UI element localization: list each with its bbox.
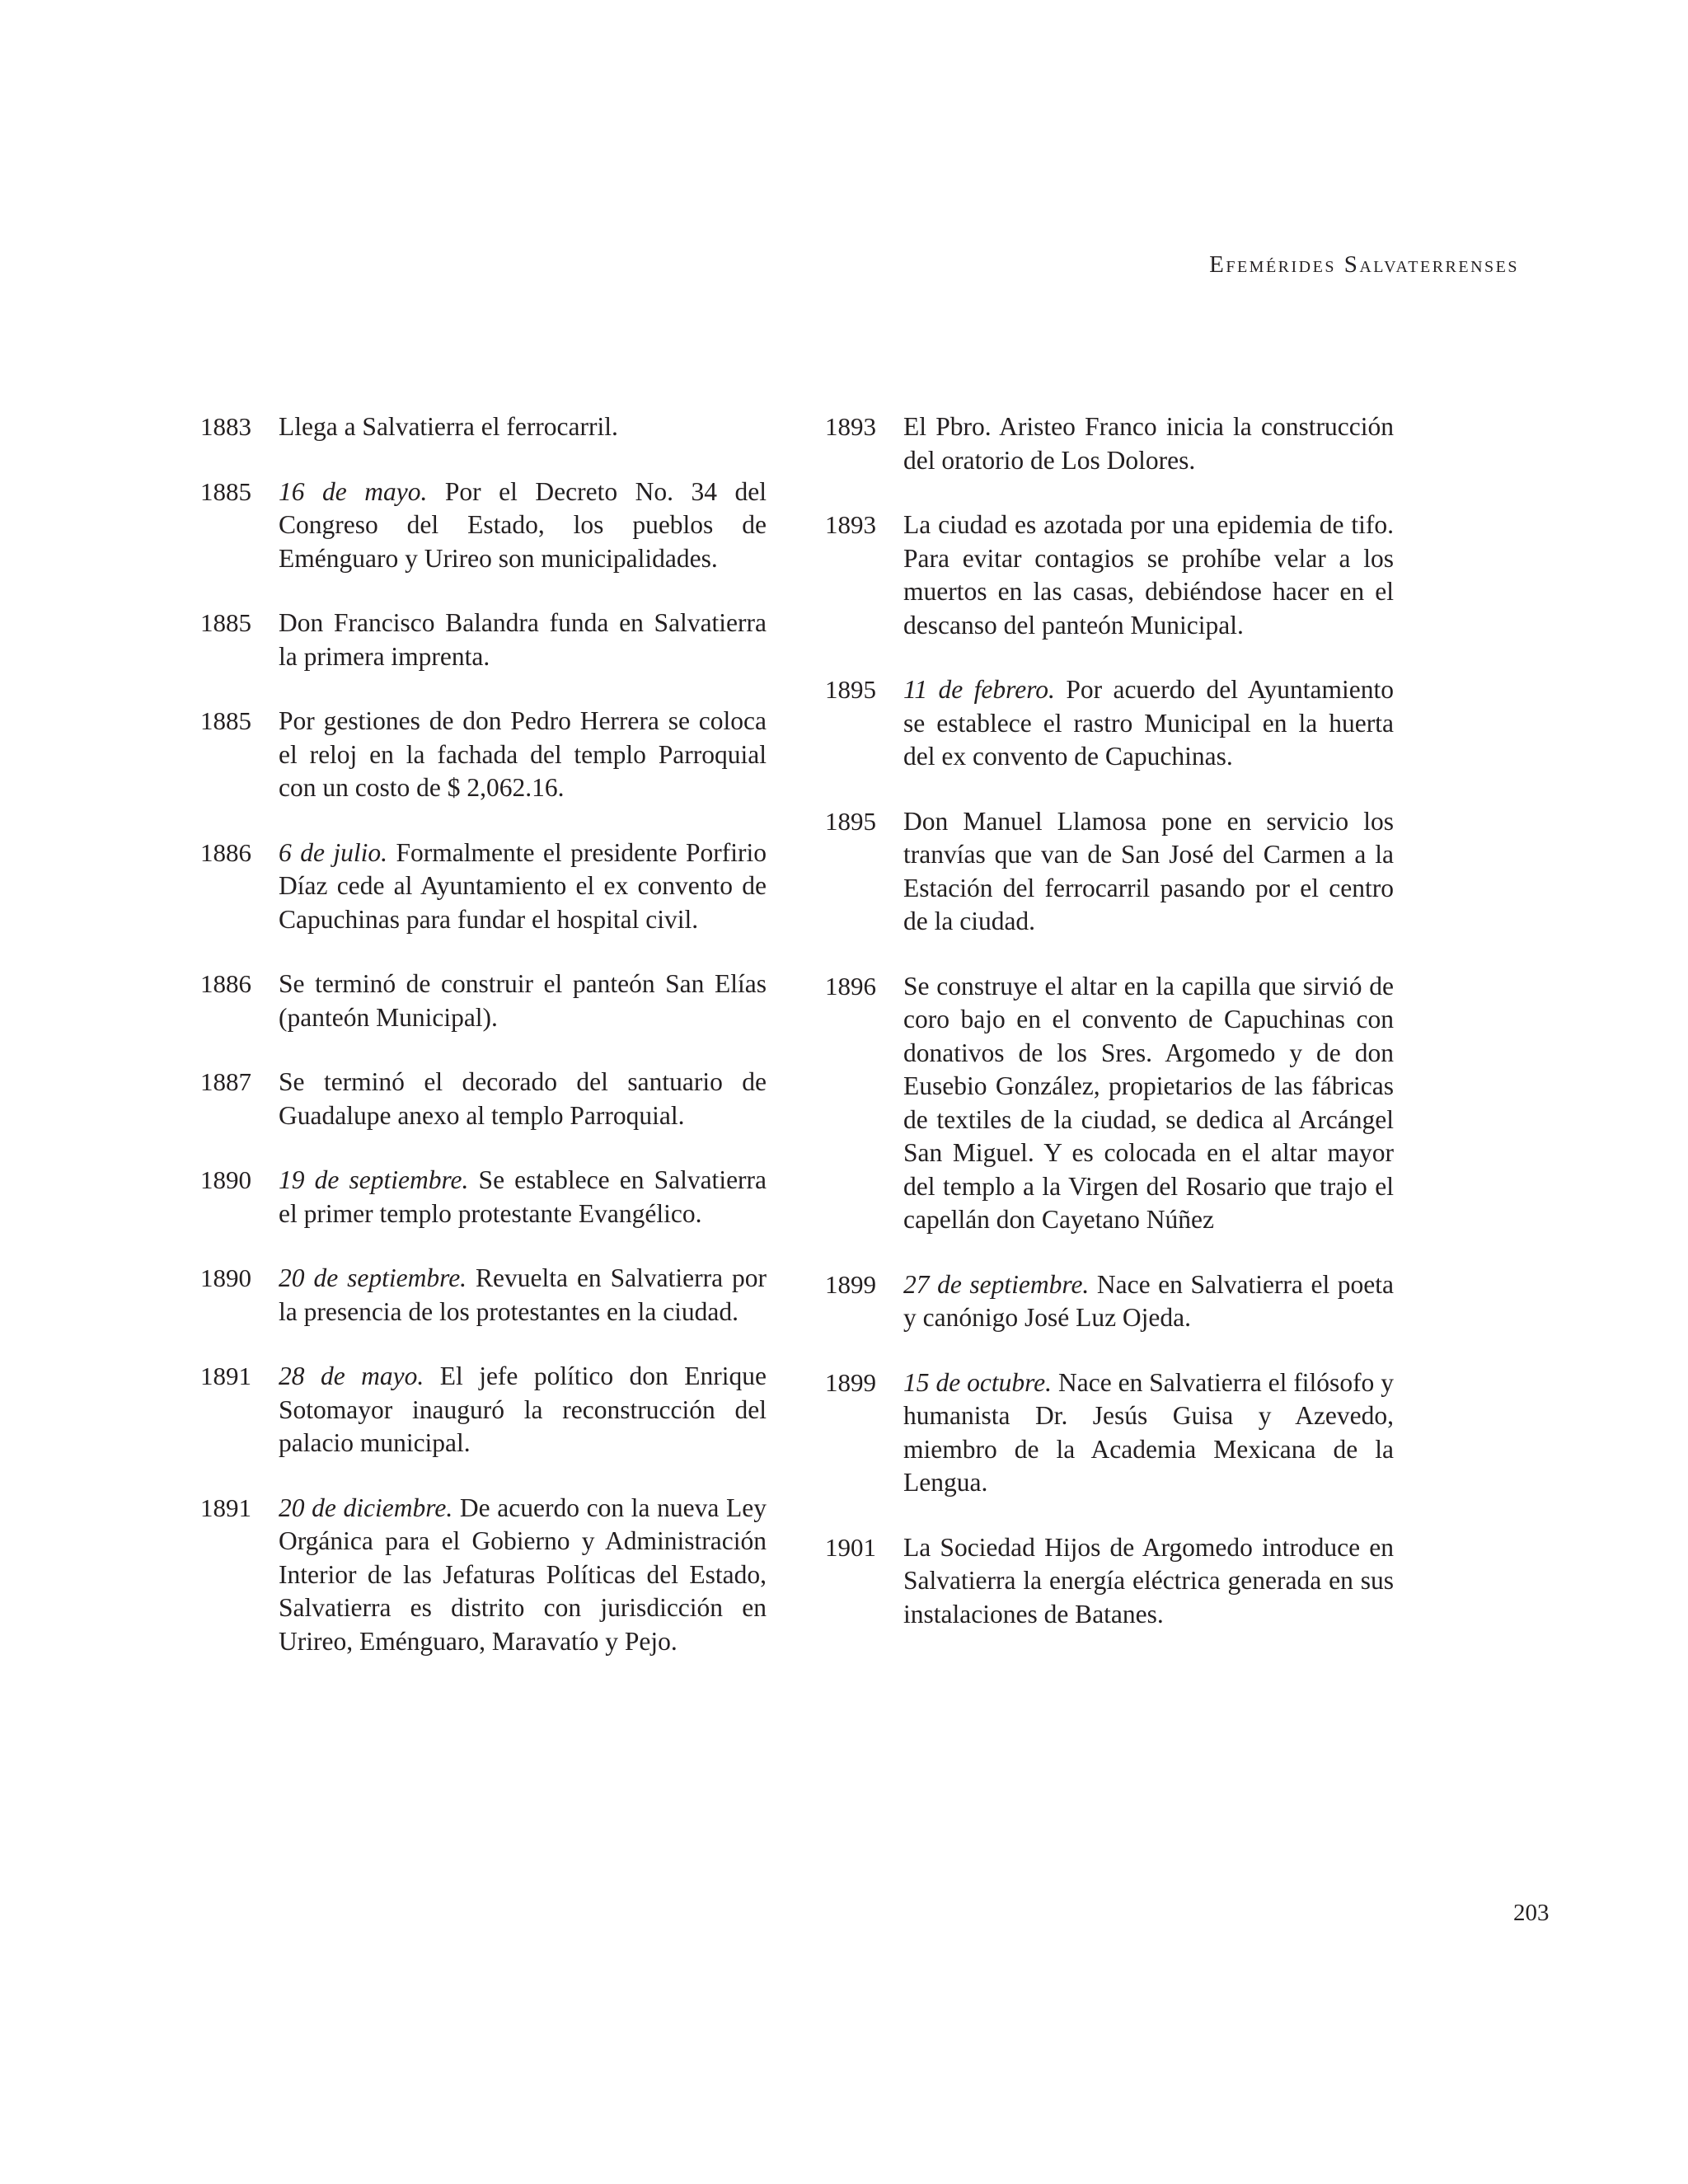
timeline-entry [200,1492,767,1659]
timeline-entry [825,509,1394,642]
entry-text [903,509,1394,642]
entry-description: Se terminó de construir el panteón San Elías (panteón Municipal). [279,969,767,1032]
entry-text [279,1066,767,1132]
timeline-entry [200,1360,767,1460]
timeline-entry [200,1066,767,1132]
entry-date: 6 de julio. [279,837,388,867]
entry-description: Nace en Salvatierra el poeta y canónigo José Luz Ojeda. [903,1269,1394,1332]
timeline-entry [825,410,1394,477]
entry-text [279,968,767,1034]
entry-text [279,410,767,444]
timeline-entry [825,1531,1394,1632]
running-head: Efemérides Salvaterrenses [1209,251,1519,278]
entry-description: Revuelta en Salvatierra por la presencia de los protestantes en la ciudad. [279,1263,767,1326]
entry-year: 1895 [825,675,876,704]
timeline-entry [200,476,767,576]
entry-year: 1885 [200,706,251,735]
timeline-entry [825,1268,1394,1335]
entry-date: 16 de mayo. [279,476,428,506]
entry-text [903,1268,1394,1335]
timeline-column-right [825,410,1394,1662]
timeline-entry [200,1262,767,1329]
entry-year: 1885 [200,608,251,637]
entry-text [279,476,767,576]
entry-year: 1893 [825,412,876,441]
entry-description: Se terminó el decorado del santuario de Guadalupe anexo al templo Parroquial. [279,1067,767,1130]
entry-year: 1886 [200,969,251,998]
timeline-entry [200,1164,767,1230]
entry-text [903,1531,1394,1632]
entry-description: Formalmente el presidente Porfirio Díaz cede al Ayuntamiento el ex convento de Capuchinas para fundar el hospital civil. [279,837,767,934]
entry-year: 1887 [200,1067,251,1096]
entry-description: La Sociedad Hijos de Argomedo introduce en Salvatierra la energía eléctrica generada en sus instalaciones de Batanes. [903,1532,1394,1629]
entry-text [279,705,767,805]
entry-text [903,805,1394,939]
entry-year: 1899 [825,1269,876,1299]
entry-text [903,970,1394,1237]
entry-date: 15 de octubre. [903,1367,1053,1397]
entry-text [279,1164,767,1230]
entry-description: La ciudad es azotada por una epidemia de tifo. Para evitar contagios se prohíbe velar a los muertos en las casas, debiéndose hacer en el descanso del panteón Municipal. [903,510,1394,640]
timeline-entry [825,805,1394,939]
entry-text [903,673,1394,774]
entry-year: 1893 [825,510,876,539]
entry-date: 19 de septiembre. [279,1165,469,1194]
entry-description: Se construye el altar en la capilla que sirvió de coro bajo en el convento de Capuchinas con donativos de los Sres. Argomedo y de don Eusebio González, propietarios de las fábricas de textiles de la ciudad, se dedica al Arcángel San Miguel. Y es colocada en el altar mayor del templo a la Virgen del Rosario que trajo el capellán don Cayetano Núñez [903,971,1394,1234]
entry-text [279,1492,767,1659]
timeline-entry [200,837,767,937]
entry-description: El Pbro. Aristeo Franco inicia la construcción del oratorio de Los Dolores. [903,412,1394,475]
entry-date: 20 de septiembre. [279,1263,467,1292]
entry-year: 1895 [825,806,876,836]
entry-text [279,607,767,673]
entry-description: Por acuerdo del Ayuntamiento se establece el rastro Municipal en la huerta del ex convento de Capuchinas. [903,675,1394,771]
entry-description: Nace en Salvatierra el filósofo y humanista Dr. Jesús Guisa y Azevedo, miembro de la Academia Mexicana de la Lengua. [903,1367,1394,1497]
entry-description: Don Francisco Balandra funda en Salvatierra la primera imprenta. [279,608,767,671]
timeline-entry [825,1366,1394,1500]
entry-year: 1891 [200,1361,251,1390]
entry-year: 1899 [825,1367,876,1397]
entry-text [279,1360,767,1460]
timeline-entry [200,607,767,673]
entry-year: 1883 [200,412,251,441]
entry-year: 1886 [200,837,251,867]
page-number: 203 [1513,1900,1550,1926]
entry-text [903,1366,1394,1500]
timeline-entry [200,968,767,1034]
entry-year: 1896 [825,971,876,1001]
entry-text [903,410,1394,477]
entry-description: El jefe político don Enrique Sotomayor inauguró la reconstrucción del palacio municipal. [279,1361,767,1457]
entry-year: 1901 [825,1532,876,1562]
entry-year: 1890 [200,1263,251,1292]
entry-text [279,1262,767,1329]
entry-date: 27 de septiembre. [903,1269,1090,1299]
timeline-column-left [200,410,767,1690]
entry-date: 11 de febrero. [903,675,1055,704]
entry-year: 1891 [200,1493,251,1522]
entry-description: Don Manuel Llamosa pone en servicio los tranvías que van de San José del Carmen a la Estación del ferrocarril pasando por el centro de la ciudad. [903,806,1394,935]
entry-date: 20 de diciembre. [279,1493,453,1522]
entry-year: 1885 [200,476,251,506]
entry-text [279,837,767,937]
timeline-entry [825,673,1394,774]
entry-date: 28 de mayo. [279,1361,424,1390]
timeline-entry [825,970,1394,1237]
entry-description: De acuerdo con la nueva Ley Orgánica para el Gobierno y Administración Interior de las Jefaturas Políticas del Estado, Salvatierra es distrito con jurisdicción en Urireo, Eménguaro, Maravatío y Pejo. [279,1493,767,1656]
entry-description: Por gestiones de don Pedro Herrera se coloca el reloj en la fachada del templo Parroquial con un costo de $ 2,062.16. [279,706,767,802]
timeline-entry [200,705,767,805]
entry-year: 1890 [200,1165,251,1194]
entry-description: Por el Decreto No. 34 del Congreso del Estado, los pueblos de Eménguaro y Urireo son municipalidades. [279,476,767,573]
timeline-entry [200,410,767,444]
entry-description: Llega a Salvatierra el ferrocarril. [279,412,618,441]
entry-description: Se establece en Salvatierra el primer templo protestante Evangélico. [279,1165,767,1228]
